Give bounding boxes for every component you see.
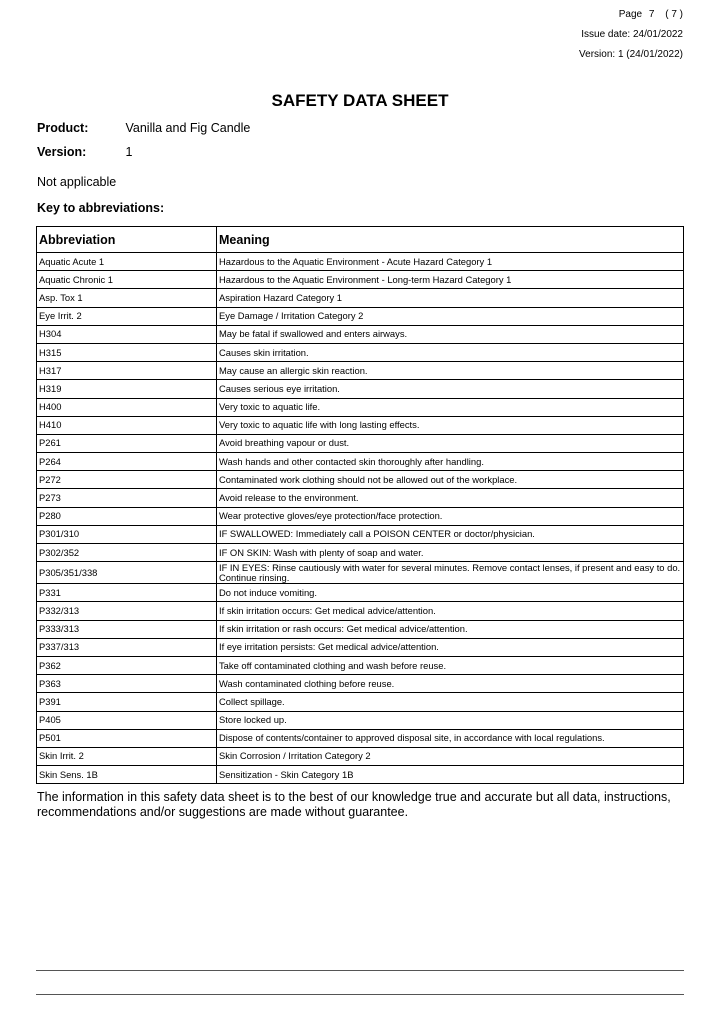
footer-divider: [36, 970, 684, 971]
abbreviation-cell: P337/313: [37, 638, 217, 656]
meaning-cell: Skin Corrosion / Irritation Category 2: [217, 747, 684, 765]
meaning-cell: Do not induce vomiting.: [217, 584, 684, 602]
abbreviation-cell: Skin Sens. 1B: [37, 766, 217, 784]
product-value: Vanilla and Fig Candle: [125, 121, 251, 135]
version-value: 1: [125, 145, 133, 159]
abbreviation-cell: H315: [37, 343, 217, 361]
abbreviation-cell: P363: [37, 675, 217, 693]
abbreviation-cell: P501: [37, 729, 217, 747]
table-body: [37, 253, 684, 784]
abbreviation-cell: P305/351/338: [37, 562, 217, 584]
table-row: [37, 766, 684, 784]
abbreviation-cell: P302/352: [37, 544, 217, 562]
meaning-cell: Wash contaminated clothing before reuse.: [217, 675, 684, 693]
abbreviation-cell: P332/313: [37, 602, 217, 620]
table-row: [37, 289, 684, 307]
abbreviation-column-header: Abbreviation: [37, 227, 217, 253]
table-row: [37, 343, 684, 361]
meaning-cell: May cause an allergic skin reaction.: [217, 362, 684, 380]
meaning-cell: Avoid breathing vapour or dust.: [217, 434, 684, 452]
abbreviation-cell: P331: [37, 584, 217, 602]
not-applicable-text: Not applicable: [37, 175, 117, 189]
meaning-cell: Wash hands and other contacted skin thoroughly after handling.: [217, 453, 684, 471]
table-row: [37, 362, 684, 380]
meaning-cell: IF IN EYES: Rinse cautiously with water for several minutes. Remove contact lenses, if present and easy to do. Continue rinsing.: [217, 562, 684, 584]
meaning-cell: Collect spillage.: [217, 693, 684, 711]
meaning-cell: Store locked up.: [217, 711, 684, 729]
table-row: [37, 380, 684, 398]
table-row: [37, 675, 684, 693]
table-row: [37, 434, 684, 452]
abbreviation-cell: Aquatic Chronic 1: [37, 271, 217, 289]
table-row: [37, 584, 684, 602]
meaning-cell: Avoid release to the environment.: [217, 489, 684, 507]
table-row: [37, 693, 684, 711]
abbreviation-cell: P362: [37, 656, 217, 674]
table-row: [37, 544, 684, 562]
abbreviation-cell: H400: [37, 398, 217, 416]
meaning-cell: Eye Damage / Irritation Category 2: [217, 307, 684, 325]
abbreviation-cell: P273: [37, 489, 217, 507]
table-row: [37, 620, 684, 638]
abbreviation-cell: Asp. Tox 1: [37, 289, 217, 307]
table-row: [37, 711, 684, 729]
table-row: [37, 489, 684, 507]
table-row: [37, 416, 684, 434]
meaning-cell: Contaminated work clothing should not be allowed out of the workplace.: [217, 471, 684, 489]
table-row: [37, 453, 684, 471]
abbreviation-cell: P301/310: [37, 525, 217, 543]
meaning-cell: If skin irritation or rash occurs: Get medical advice/attention.: [217, 620, 684, 638]
abbreviation-cell: P261: [37, 434, 217, 452]
page-total: ( 7 ): [665, 9, 683, 20]
table-header-row: [37, 227, 684, 253]
table-row: [37, 398, 684, 416]
meaning-cell: If skin irritation occurs: Get medical advice/attention.: [217, 602, 684, 620]
table-row: [37, 507, 684, 525]
abbreviation-cell: H410: [37, 416, 217, 434]
product-row: [37, 121, 250, 136]
meaning-cell: If eye irritation persists: Get medical advice/attention.: [217, 638, 684, 656]
version-row: [37, 145, 132, 160]
meaning-cell: Wear protective gloves/eye protection/face protection.: [217, 507, 684, 525]
abbreviation-cell: H304: [37, 325, 217, 343]
meaning-cell: Hazardous to the Aquatic Environment - Acute Hazard Category 1: [217, 253, 684, 271]
table-row: [37, 656, 684, 674]
table-row: [37, 729, 684, 747]
meaning-cell: Hazardous to the Aquatic Environment - Long-term Hazard Category 1: [217, 271, 684, 289]
footer-divider: [36, 994, 684, 995]
abbreviations-heading: Key to abbreviations:: [37, 201, 165, 215]
abbreviation-cell: P272: [37, 471, 217, 489]
abbreviation-cell: Eye Irrit. 2: [37, 307, 217, 325]
page-indicator: [619, 9, 683, 21]
page-number: 7: [648, 9, 655, 20]
document-title: SAFETY DATA SHEET: [271, 91, 449, 110]
meaning-cell: Sensitization - Skin Category 1B: [217, 766, 684, 784]
table-row: [37, 747, 684, 765]
table-row: [37, 271, 684, 289]
table-row: [37, 638, 684, 656]
abbreviation-cell: H317: [37, 362, 217, 380]
table-row: [37, 525, 684, 543]
abbreviation-cell: P391: [37, 693, 217, 711]
abbreviation-cell: P405: [37, 711, 217, 729]
meaning-cell: IF ON SKIN: Wash with plenty of soap and water.: [217, 544, 684, 562]
version-label: Version:: [37, 145, 87, 159]
meaning-cell: Aspiration Hazard Category 1: [217, 289, 684, 307]
meaning-cell: Take off contaminated clothing and wash before reuse.: [217, 656, 684, 674]
table-row: [37, 602, 684, 620]
meaning-cell: Causes skin irritation.: [217, 343, 684, 361]
meaning-cell: May be fatal if swallowed and enters airways.: [217, 325, 684, 343]
abbreviation-cell: Aquatic Acute 1: [37, 253, 217, 271]
table-row: [37, 307, 684, 325]
abbreviation-cell: H319: [37, 380, 217, 398]
page-label: Page: [618, 9, 643, 20]
meaning-column-header: Meaning: [217, 227, 684, 253]
table-row: [37, 471, 684, 489]
meaning-cell: Very toxic to aquatic life with long lasting effects.: [217, 416, 684, 434]
table-row: [37, 253, 684, 271]
table-row: [37, 562, 684, 584]
meaning-cell: Causes serious eye irritation.: [217, 380, 684, 398]
abbreviation-cell: P333/313: [37, 620, 217, 638]
meaning-cell: IF SWALLOWED: Immediately call a POISON CENTER or doctor/physician.: [217, 525, 684, 543]
table-row: [37, 325, 684, 343]
meaning-cell: Very toxic to aquatic life.: [217, 398, 684, 416]
abbreviation-cell: P264: [37, 453, 217, 471]
abbreviation-cell: Skin Irrit. 2: [37, 747, 217, 765]
meaning-cell: Dispose of contents/container to approved disposal site, in accordance with local regulations.: [217, 729, 684, 747]
product-label: Product:: [37, 121, 89, 135]
abbreviations-table: [36, 226, 684, 784]
disclaimer-text: The information in this safety data sheet is to the best of our knowledge true and accurate but all data, instructions, recommendations and/or suggestions are made without guarantee.: [37, 790, 671, 819]
issue-date: Issue date: 24/01/2022: [581, 29, 683, 40]
abbreviation-cell: P280: [37, 507, 217, 525]
version-date: Version: 1 (24/01/2022): [579, 49, 683, 60]
